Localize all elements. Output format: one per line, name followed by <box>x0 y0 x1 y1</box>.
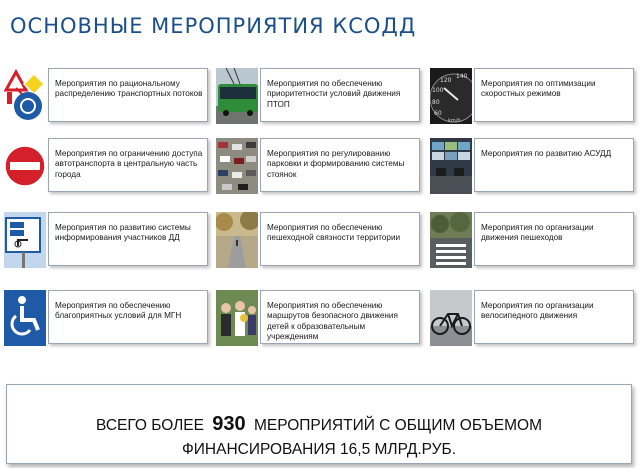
summary-box <box>6 384 632 464</box>
summary-line-1 <box>7 412 631 438</box>
card-label: Мероприятия по обеспечению благоприятных условий для МГН <box>48 290 208 344</box>
card-parking <box>216 134 420 194</box>
card-speed-modes <box>430 64 634 124</box>
card-label: Мероприятия по развитию системы информирования участников ДД <box>48 212 208 266</box>
card-label: Мероприятия по организации велосипедного движения <box>474 290 634 344</box>
card-pedestrian-connectivity <box>216 208 420 268</box>
crosswalk-photo-icon <box>430 212 472 268</box>
card-information-system <box>4 208 208 268</box>
card-label: Мероприятия по организации движения пешеходов <box>474 212 634 266</box>
page-title: ОСНОВНЫЕ МЕРОПРИЯТИЯ КСОДД <box>10 14 417 38</box>
speed-tick: 140 <box>456 73 468 80</box>
speed-tick: 100 <box>432 87 444 94</box>
card-asudd <box>430 134 634 194</box>
card-label: Мероприятия по ограничению доступа автотранспорта в центральную часть города <box>48 138 208 192</box>
no-entry-sign-icon <box>4 138 46 194</box>
card-label: Мероприятия по рациональному распределению транспортных потоков <box>48 68 208 122</box>
card-traffic-flow <box>4 64 208 124</box>
trolleybus-photo-icon <box>216 68 258 124</box>
wheelchair-sign-icon <box>4 290 46 346</box>
summary-line-2: ФИНАНСИРОВАНИЯ 16,5 МЛРД.РУБ. <box>181 441 457 458</box>
card-mgn <box>4 286 208 346</box>
speed-tick: 60 <box>434 110 442 117</box>
road-signs-icon <box>4 68 46 124</box>
parking-lot-photo-icon <box>216 138 258 194</box>
direction-sign-icon <box>4 212 46 268</box>
card-label: Мероприятия по обеспечению пешеходной связности территории <box>260 212 420 266</box>
speedometer-icon <box>430 68 472 124</box>
card-public-transport-priority <box>216 64 420 124</box>
speed-tick: 80 <box>432 99 440 106</box>
speed-unit: km/h <box>448 118 461 124</box>
card-pedestrian-traffic <box>430 208 634 268</box>
card-label: Мероприятия по регулированию парковки и формированию системы стоянок <box>260 138 420 192</box>
children-photo-icon <box>216 290 258 346</box>
control-room-photo-icon <box>430 138 472 194</box>
card-children-routes <box>216 286 420 346</box>
card-bicycle <box>430 286 634 346</box>
card-access-restriction <box>4 134 208 194</box>
speed-tick: 120 <box>440 77 452 84</box>
summary-suffix: МЕРОПРИЯТИЙ С ОБЩИМ ОБЪЕМОМ <box>253 417 542 434</box>
card-label: Мероприятия по развитию АСУДД <box>474 138 634 192</box>
card-label: Мероприятия по обеспечению приоритетности условий движения ПТОП <box>260 68 420 122</box>
card-label: Мероприятия по обеспечению маршрутов безопасного движения детей к образовательным учреждениям <box>260 290 420 344</box>
card-label: Мероприятия по оптимизации скоростных режимов <box>474 68 634 122</box>
pedestrian-path-photo-icon <box>216 212 258 268</box>
summary-prefix: ВСЕГО БОЛЕЕ <box>96 417 204 434</box>
bicycle-photo-icon <box>430 290 472 346</box>
summary-count: 930 <box>212 413 246 435</box>
